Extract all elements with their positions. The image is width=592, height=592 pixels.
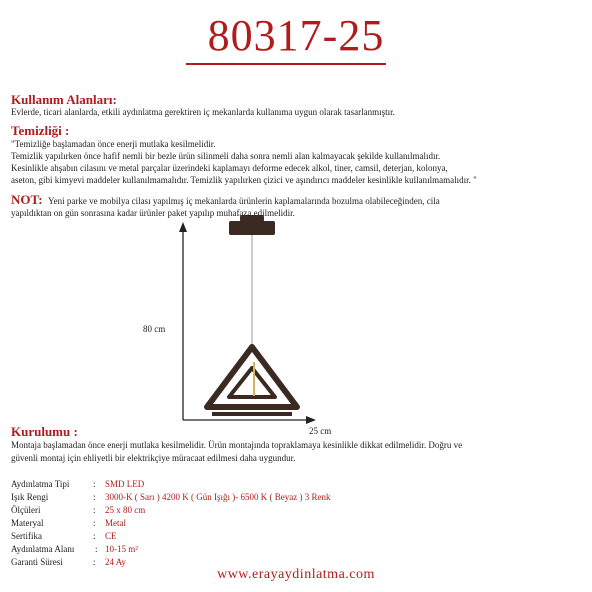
install-heading: Kurulumu : [11, 424, 78, 439]
spec-value: Metal [105, 518, 126, 528]
spec-separator: : [93, 505, 96, 515]
spec-separator: : [93, 479, 96, 489]
spec-value: 25 x 80 cm [105, 505, 146, 515]
spec-separator: : [93, 492, 96, 502]
product-code-title: 80317-25 [207, 11, 385, 60]
ceiling-canopy [229, 221, 275, 235]
spec-separator: : [95, 544, 98, 554]
spec-label: Aydınlatma Alanı [11, 544, 75, 554]
note-line: Yeni parke ve mobilya cilası yapılmış iç mekanlarda ürünlerin kaplamalarında bozulma olabileceğinden, cila [48, 196, 440, 206]
spec-label: Ölçüleri [11, 505, 41, 515]
spec-separator: : [93, 557, 96, 567]
cleaning-heading: Temizliği : [11, 123, 70, 138]
cleaning-line: aseton, gibi kimyevi maddeler kullanılmamalıdır. Temizlik yapılırken çizici ve aşındırıcı maddeler kesinlikle kullanılmamalıdır. " [11, 175, 477, 185]
cleaning-line: Kesinlikle ahşabın cilasını ve metal parçalar üzerindeki kaplamayı deforme edecek alkol, tiner, camsil, deterjan, kolonya, [11, 163, 448, 173]
spec-label: Garanti Süresi [11, 557, 63, 567]
spec-label: Işık Rengi [11, 492, 49, 502]
width-arrow-icon [306, 416, 316, 424]
spec-value: CE [105, 531, 117, 541]
height-arrow-icon [179, 222, 187, 232]
spec-label: Materyal [11, 518, 44, 528]
usage-heading: Kullanım Alanları: [11, 92, 117, 107]
height-label: 80 cm [143, 324, 166, 334]
spec-separator: : [93, 518, 96, 528]
spec-value: 10-15 m² [105, 544, 138, 554]
install-line: güvenli montaj için ehliyetli bir elektrikçiye müracaat edilmesi daha uygundur. [11, 453, 296, 463]
spec-value: 3000-K ( Sarı ) 4200 K ( Gün Işığı )- 6500 K ( Beyaz ) 3 Renk [105, 492, 331, 502]
width-label: 25 cm [309, 426, 332, 436]
spec-value: SMD LED [105, 479, 145, 489]
spec-label: Aydınlatma Tipi [11, 479, 70, 489]
spec-label: Sertifika [11, 531, 42, 541]
note-heading: NOT: [11, 192, 43, 207]
note-line: yapıldıktan on gün sonrasına kadar ürünler paket yapılıp muhafaza edilmelidir. [11, 208, 295, 218]
usage-text: Evlerde, ticari alanlarda, etkili aydınlatma gerektiren iç mekanlarda kullanıma uygun olarak tasarlanmıştır. [11, 107, 395, 117]
spec-value: 24 Ay [105, 557, 126, 567]
website-link[interactable]: www.erayaydinlatma.com [217, 567, 375, 582]
spec-separator: : [93, 531, 96, 541]
install-line: Montaja başlamadan önce enerji mutlaka kesilmelidir. Ürün montajında topraklamaya kesinlikle dikkat edilmelidir. Doğru ve [11, 440, 463, 450]
cleaning-line: "Temizliğe başlamadan önce enerji mutlaka kesilmelidir. [11, 139, 216, 149]
cleaning-line: Temizlik yapılırken önce hafif nemli bir bezle ürün silinmeli daha sonra nemli alan kalmayacak şekilde kullanılmalıdır. [11, 151, 441, 161]
